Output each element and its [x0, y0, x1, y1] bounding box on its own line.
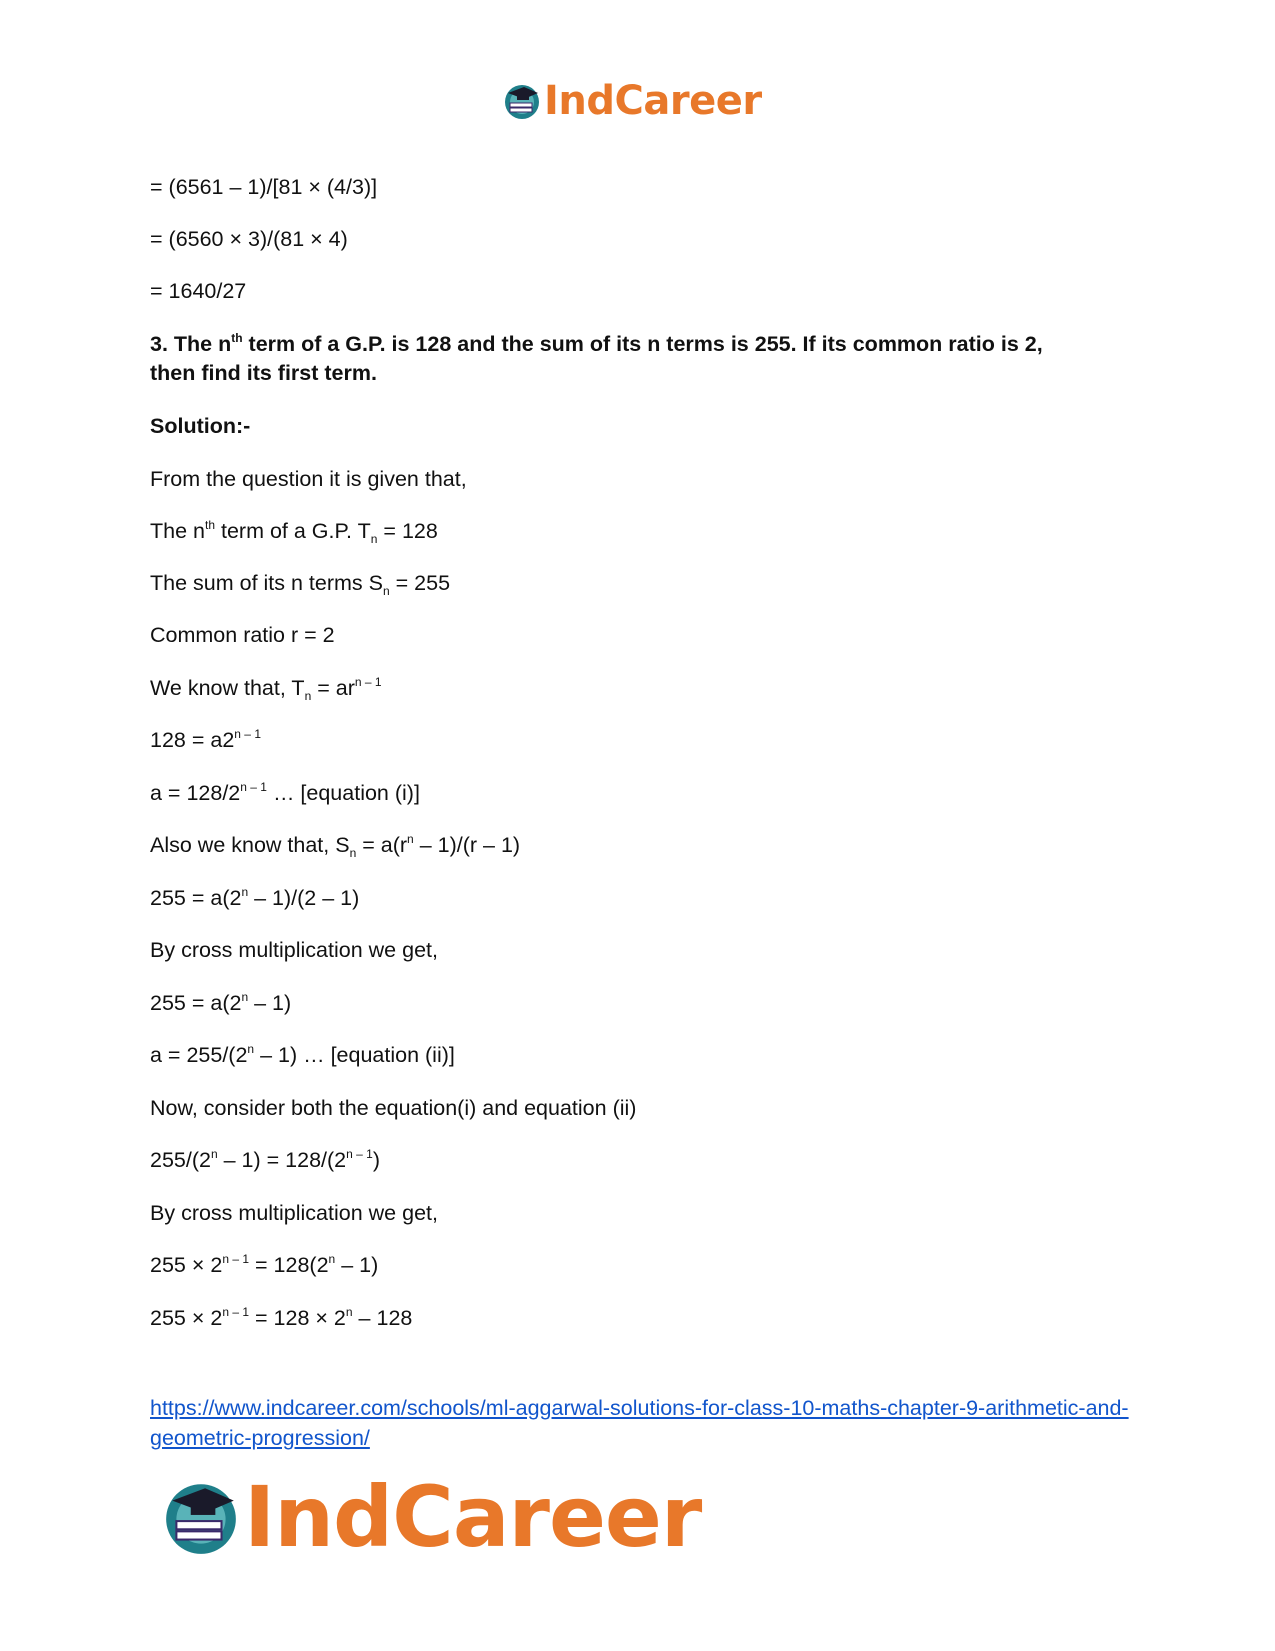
- solution-line: Also we know that, $S_n = a(r^n - 1)/(r - 1)$: [150, 832, 521, 860]
- solution-line: Common ratio r = 2: [150, 623, 335, 647]
- brand-name: IndCareer: [244, 1468, 702, 1566]
- solution-line: $255 = a(2^n - 1)/(2 - 1)$: [150, 885, 360, 910]
- solution-line: $128 = a2^{n - 1}$: [150, 727, 261, 752]
- question-line-1: 3. The $n^{th}$ term of a G.P. is 128 and the sum of its n terms is 255. If its common ratio is 2,: [150, 331, 1043, 356]
- calc-line: = 1640/27: [150, 279, 247, 303]
- calc-line: = (6561 – 1)/[81 × (4/3)]: [150, 175, 378, 199]
- solution-line: $255 \times 2^{n - 1} = 128 \times 2^n - 128$: [150, 1305, 413, 1330]
- question-line-2: then find its first term.: [150, 361, 377, 385]
- brand-name: IndCareer: [544, 78, 762, 124]
- footer-link[interactable]: https://www.indcareer.com/schools/ml-aggarwal-solutions-for-class-10-maths-chapter-9-arithmetic-and-geometric-progression/: [150, 1396, 1129, 1450]
- solution-line: By cross multiplication we get,: [150, 1201, 438, 1225]
- solution-line: $255 \times 2^{n - 1} = 128(2^n - 1)$: [150, 1252, 379, 1277]
- graduation-book-globe-icon: [502, 81, 542, 121]
- solution-line: We know that, $T_n = ar^{n - 1}$: [150, 675, 382, 703]
- solution-line: Now, consider both the equation(i) and equation (ii): [150, 1096, 637, 1120]
- solution-line: From the question it is given that,: [150, 467, 467, 491]
- solution-line: $255 = a(2^n - 1)$: [150, 990, 292, 1015]
- calc-line: = (6560 × 3)/(81 × 4): [150, 227, 348, 251]
- footer-logo: [160, 1468, 701, 1566]
- solution-line: The sum of its n terms $S_n = 255$: [150, 571, 451, 598]
- solution-line: By cross multiplication we get,: [150, 938, 438, 962]
- solution-line: $a = 255/(2^n - 1)$ … [equation (ii)]: [150, 1042, 455, 1067]
- solution-line: $a = 128/2^{n - 1}$ … [equation (i)]: [150, 780, 420, 805]
- solution-line: The $n^{th}$ term of a G.P. $T_n = 128$: [150, 518, 438, 546]
- graduation-book-globe-icon: [160, 1476, 242, 1558]
- solution-line: $255/(2^n - 1) = 128/(2^{n - 1})$: [150, 1147, 381, 1172]
- solution-heading: Solution:-: [150, 414, 251, 438]
- header-logo: [502, 78, 762, 124]
